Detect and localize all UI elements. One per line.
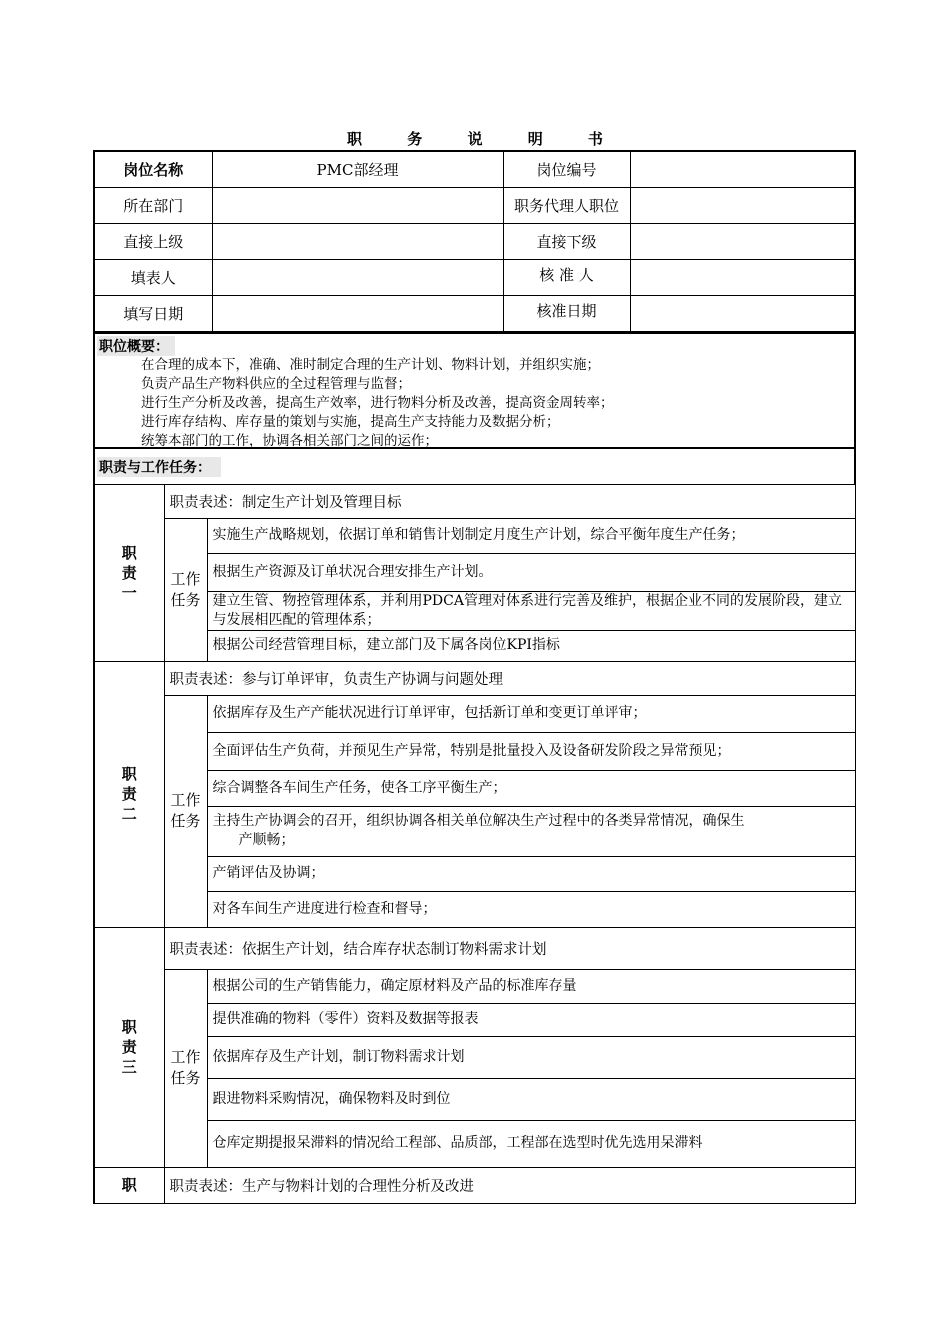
duty-1-task: 根据生产资源及订单状况合理安排生产计划。 — [207, 553, 856, 591]
duty-3-task: 依据库存及生产计划，制订物料需求计划 — [207, 1036, 856, 1078]
summary-line: 统筹本部门的工作，协调各相关部门之间的运作； — [141, 432, 438, 449]
duty-3-task: 跟进物料采购情况，确保物料及时到位 — [207, 1078, 856, 1120]
approver-value[interactable] — [630, 259, 855, 295]
deputy-value[interactable] — [630, 187, 855, 223]
duty-2-task: 综合调整各车间生产任务，使各工序平衡生产； — [207, 770, 856, 806]
department-label: 所在部门 — [94, 187, 212, 223]
summary-line: 进行生产分析及改善，提高生产效率，进行物料分析及改善，提高资金周转率； — [141, 394, 614, 411]
fill-date-value[interactable] — [212, 295, 503, 331]
filler-value[interactable] — [212, 259, 503, 295]
duties-section-header — [93, 449, 856, 484]
duty-3-task: 根据公司的生产销售能力，确定原材料及产品的标准库存量 — [207, 969, 856, 1003]
deputy-label: 职务代理人职位 — [503, 187, 630, 223]
superior-label: 直接上级 — [94, 223, 212, 259]
duty-2-task: 主持生产协调会的召开，组织协调各相关单位解决生产过程中的各类异常情况，确保生 产顺畅； — [207, 806, 856, 856]
position-name-value[interactable]: PMC部经理 — [212, 151, 503, 187]
subordinate-label: 直接下级 — [503, 223, 630, 259]
approve-date-value[interactable] — [630, 295, 855, 331]
duty-2-task: 产销评估及协调； — [207, 856, 856, 891]
duties-title: 职责与工作任务： — [97, 457, 221, 477]
duty-4-label: 职 — [94, 1167, 164, 1203]
summary-line: 进行库存结构、库存量的策划与实施，提高生产支持能力及数据分析； — [141, 413, 560, 430]
duty-4-statement: 职责表述：生产与物料计划的合理性分析及改进 — [164, 1167, 856, 1203]
subordinate-value[interactable] — [630, 223, 855, 259]
position-name-label: 岗位名称 — [94, 151, 212, 187]
duty-1-task-label: 工作任务 — [164, 518, 207, 661]
duty-3-label: 职 责 三 — [94, 927, 164, 1167]
duty-2-task: 对各车间生产进度进行检查和督导； — [207, 891, 856, 927]
summary-line: 在合理的成本下，准确、准时制定合理的生产计划、物料计划，并组织实施； — [141, 356, 600, 373]
duty-2-task: 依据库存及生产产能状况进行订单评审，包括新订单和变更订单评审； — [207, 695, 856, 732]
duty-2-statement: 职责表述：参与订单评审，负责生产协调与问题处理 — [164, 661, 856, 695]
duty-1-statement: 职责表述：制定生产计划及管理目标 — [164, 484, 856, 518]
duty-1-task: 建立生管、物控管理体系，并利用PDCA管理对体系进行完善及维护，根据企业不同的发展阶段，建立与发展相匹配的管理体系； — [207, 591, 856, 630]
duty-1-task: 实施生产战略规划，依据订单和销售计划制定月度生产计划，综合平衡年度生产任务； — [207, 518, 856, 553]
duty-3-statement: 职责表述：依据生产计划，结合库存状态制订物料需求计划 — [164, 927, 856, 969]
duty-1-label: 职 责 一 — [94, 484, 164, 661]
job-description-form — [93, 150, 856, 1204]
superior-value[interactable] — [212, 223, 503, 259]
duty-3-task: 提供准确的物料（零件）资料及数据等报表 — [207, 1003, 856, 1036]
duty-1-task: 根据公司经营管理目标，建立部门及下属各岗位KPI指标 — [207, 630, 856, 661]
position-no-label: 岗位编号 — [503, 151, 630, 187]
duty-2-task-label: 工作任务 — [164, 695, 207, 927]
department-value[interactable] — [212, 187, 503, 223]
duty-3-task: 仓库定期提报呆滞料的情况给工程部、品质部，工程部在选型时优先选用呆滞料 — [207, 1120, 856, 1167]
summary-title: 职位概要： — [97, 336, 175, 356]
duty-3-task-label: 工作任务 — [164, 969, 207, 1167]
approve-date-label: 核准日期 — [503, 295, 630, 331]
approver-label: 核 准 人 — [503, 259, 630, 295]
filler-label: 填表人 — [94, 259, 212, 295]
document-title: 职 务 说 明 书 — [347, 130, 623, 148]
duty-2-label: 职 责 二 — [94, 661, 164, 927]
fill-date-label: 填写日期 — [94, 295, 212, 331]
summary-section — [93, 332, 856, 449]
summary-line: 负责产品生产物料供应的全过程管理与监督； — [141, 375, 411, 392]
position-no-value[interactable] — [630, 151, 855, 187]
duty-2-task: 全面评估生产负荷，并预见生产异常，特别是批量投入及设备研发阶段之异常预见； — [207, 732, 856, 770]
duties-table — [93, 484, 856, 1204]
